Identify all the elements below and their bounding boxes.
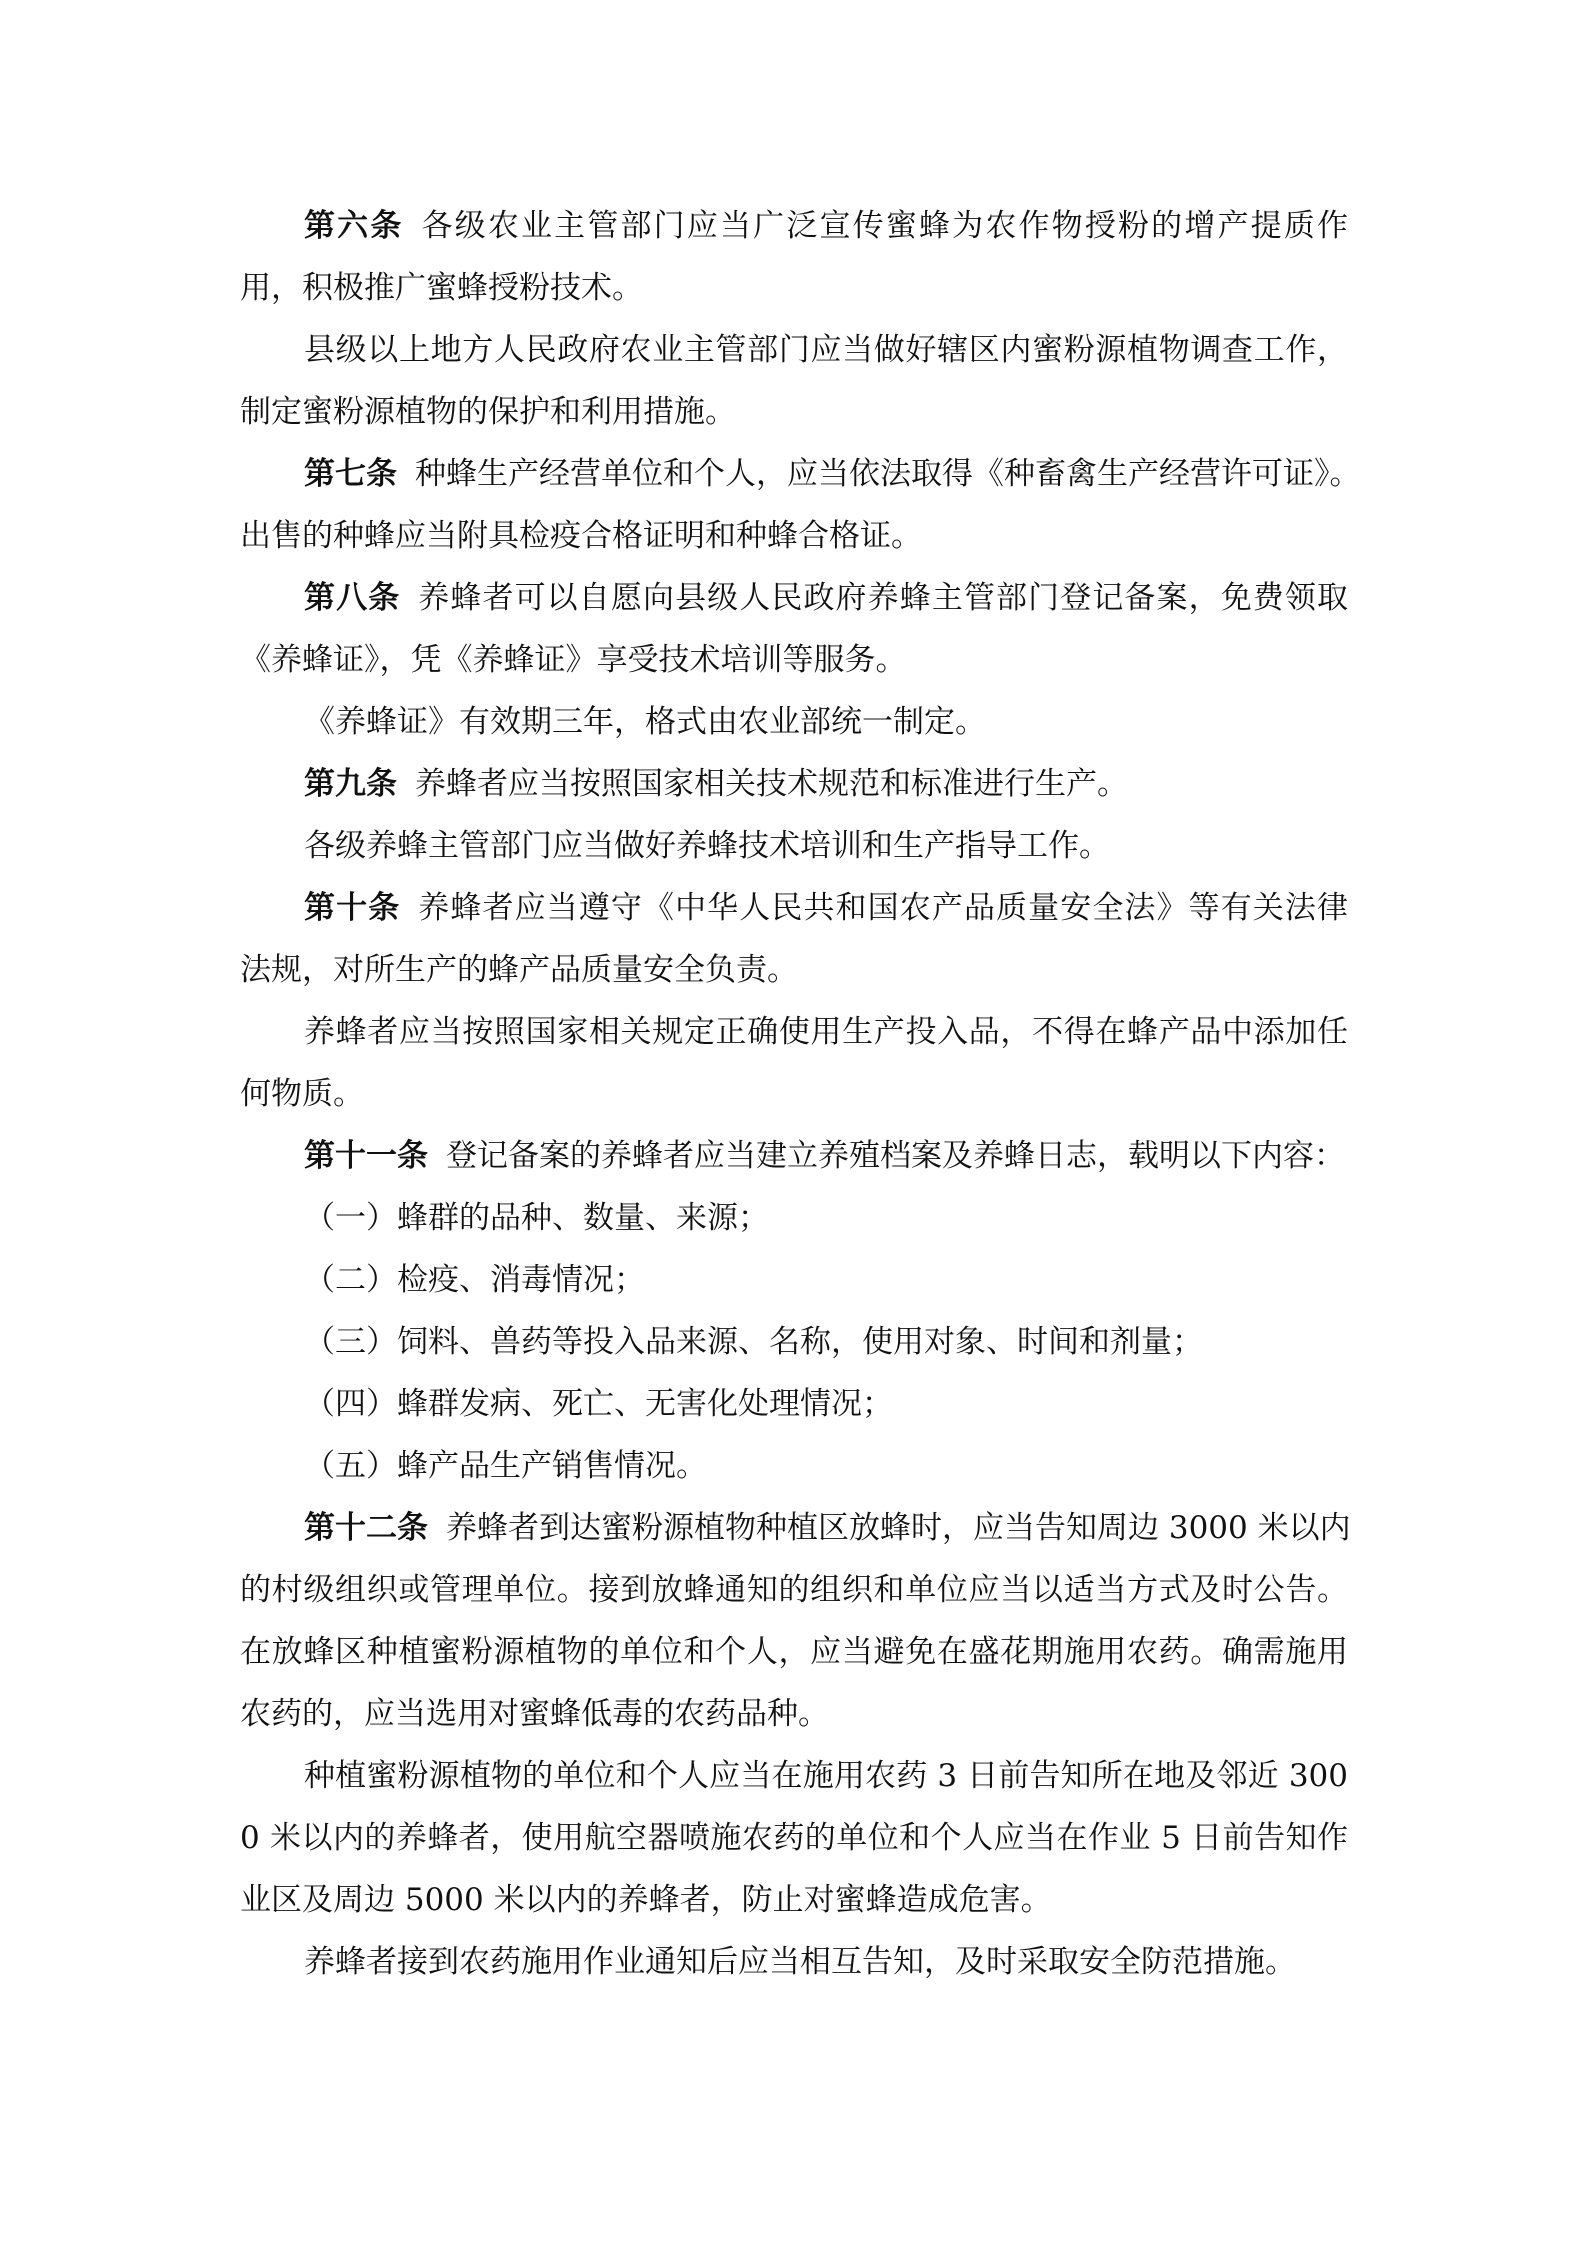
line-text: 制定蜜粉源植物的保护和利用措施。 — [240, 394, 736, 430]
article-heading: 第八条 — [304, 580, 401, 616]
paragraph — [240, 1931, 1348, 1993]
line-text: 法规，对所生产的蜂产品质量安全负责。 — [240, 952, 798, 988]
document-body — [240, 195, 1361, 1993]
text-line — [240, 939, 1348, 1001]
line-text: 养蜂者到达蜜粉源植物种植区放蜂时，应当告知周边 3000 米以内 — [446, 1510, 1351, 1546]
paragraph — [240, 1249, 1348, 1311]
paragraph — [240, 319, 1348, 443]
line-text: 县级以上地方人民政府农业主管部门应当做好辖区内蜜粉源植物调查工作， — [304, 332, 1348, 368]
text-line — [240, 505, 1348, 567]
paragraph — [240, 691, 1348, 753]
line-text: 何物质。 — [240, 1076, 364, 1112]
article-paragraph — [240, 1125, 1348, 1187]
line-text: （一）蜂群的品种、数量、来源； — [304, 1200, 769, 1236]
line-text: 在放蜂区种植蜜粉源植物的单位和个人，应当避免在盛花期施用农药。确需施用 — [240, 1634, 1348, 1670]
article-paragraph — [240, 443, 1361, 567]
text-line — [240, 319, 1348, 381]
text-line — [240, 1931, 1348, 1993]
text-line — [240, 257, 1348, 319]
line-text: 各级养蜂主管部门应当做好养蜂技术培训和生产指导工作。 — [304, 828, 1110, 864]
line-text: 各级农业主管部门应当广泛宣传蜜蜂为农作物授粉的增产提质作 — [421, 208, 1348, 244]
article-heading: 第七条 — [304, 456, 397, 492]
article-paragraph — [240, 877, 1348, 1001]
paragraph — [240, 1001, 1348, 1125]
text-line — [240, 1373, 1348, 1435]
line-text: （五）蜂产品生产销售情况。 — [304, 1448, 707, 1484]
article-heading: 第十一条 — [304, 1138, 428, 1174]
text-line — [240, 1559, 1348, 1621]
text-line — [240, 1807, 1348, 1869]
text-line — [240, 1435, 1348, 1497]
paragraph — [240, 1435, 1348, 1497]
article-heading: 第六条 — [304, 208, 404, 244]
text-line — [240, 381, 1348, 443]
paragraph — [240, 1187, 1348, 1249]
article-heading: 第十条 — [304, 890, 401, 926]
article-paragraph — [240, 753, 1348, 815]
line-text: （四）蜂群发病、死亡、无害化处理情况； — [304, 1386, 893, 1422]
text-line — [240, 1311, 1348, 1373]
text-line — [240, 1063, 1348, 1125]
text-line — [240, 1683, 1348, 1745]
text-line — [240, 1249, 1348, 1311]
line-text: （二）检疫、消毒情况； — [304, 1262, 645, 1298]
paragraph — [240, 815, 1348, 877]
text-line — [240, 1497, 1351, 1559]
line-text: 《养蜂证》，凭《养蜂证》享受技术培训等服务。 — [240, 642, 907, 678]
text-line — [240, 629, 1348, 691]
line-text: 登记备案的养蜂者应当建立养殖档案及养蜂日志，载明以下内容： — [446, 1138, 1345, 1174]
text-line — [240, 815, 1348, 877]
paragraph — [240, 1373, 1348, 1435]
text-line — [240, 443, 1361, 505]
text-line — [240, 1001, 1348, 1063]
line-text: 养蜂者接到农药施用作业通知后应当相互告知，及时采取安全防范措施。 — [304, 1944, 1296, 1980]
text-line — [240, 567, 1348, 629]
line-text: 用，积极推广蜜蜂授粉技术。 — [240, 270, 643, 306]
line-text: 农药的，应当选用对蜜蜂低毒的农药品种。 — [240, 1696, 829, 1732]
line-text: （三）饲料、兽药等投入品来源、名称，使用对象、时间和剂量； — [304, 1324, 1203, 1360]
paragraph — [240, 1745, 1348, 1931]
line-text: 0 米以内的养蜂者，使用航空器喷施农药的单位和个人应当在作业 5 日前告知作 — [240, 1820, 1348, 1856]
text-line — [240, 1869, 1348, 1931]
text-line — [240, 691, 1348, 753]
article-paragraph — [240, 195, 1348, 319]
line-text: 养蜂者可以自愿向县级人民政府养蜂主管部门登记备案，免费领取 — [418, 580, 1349, 616]
text-line — [240, 1745, 1348, 1807]
line-text: 《养蜂证》有效期三年，格式由农业部统一制定。 — [304, 704, 986, 740]
text-line — [240, 195, 1348, 257]
text-line — [240, 1621, 1348, 1683]
line-text: 出售的种蜂应当附具检疫合格证明和种蜂合格证。 — [240, 518, 922, 554]
article-paragraph — [240, 1497, 1351, 1745]
line-text: 养蜂者应当遵守《中华人民共和国农产品质量安全法》等有关法律 — [418, 890, 1349, 926]
line-text: 种蜂生产经营单位和个人，应当依法取得《种畜禽生产经营许可证》。 — [415, 456, 1361, 492]
article-heading: 第九条 — [304, 766, 397, 802]
text-line — [240, 753, 1348, 815]
text-line — [240, 1125, 1348, 1187]
line-text: 业区及周边 5000 米以内的养蜂者，防止对蜜蜂造成危害。 — [240, 1882, 1052, 1918]
line-text: 养蜂者应当按照国家相关规定正确使用生产投入品，不得在蜂产品中添加任 — [304, 1014, 1348, 1050]
article-heading: 第十二条 — [304, 1510, 428, 1546]
paragraph — [240, 1311, 1348, 1373]
text-line — [240, 877, 1348, 939]
article-paragraph — [240, 567, 1348, 691]
line-text: 养蜂者应当按照国家相关技术规范和标准进行生产。 — [415, 766, 1128, 802]
text-line — [240, 1187, 1348, 1249]
line-text: 种植蜜粉源植物的单位和个人应当在施用农药 3 日前告知所在地及邻近 300 — [304, 1758, 1348, 1794]
line-text: 的村级组织或管理单位。接到放蜂通知的组织和单位应当以适当方式及时公告。 — [240, 1572, 1348, 1608]
